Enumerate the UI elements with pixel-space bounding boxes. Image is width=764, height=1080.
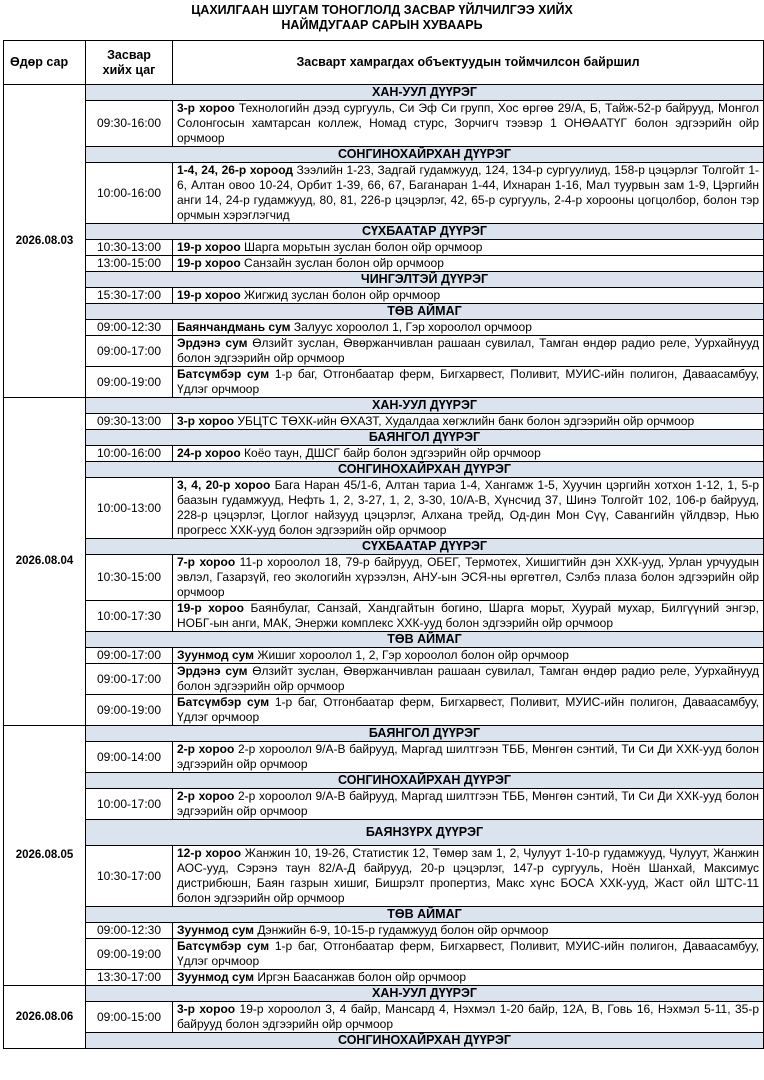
location-key: 19-р хороо	[177, 288, 241, 302]
location-cell	[173, 648, 764, 664]
time-cell: 13:30-17:00	[86, 970, 173, 986]
location-key: Эрдэнэ сум	[177, 664, 248, 678]
location-text: Жишиг хороолол 1, 2, Гэр хороолол болон ойр орчмоор	[254, 648, 569, 662]
schedule-row	[4, 664, 764, 695]
schedule-row	[4, 648, 764, 664]
location-cell	[173, 695, 764, 726]
time-cell: 09:00-12:30	[86, 320, 173, 336]
district-row	[4, 272, 764, 288]
time-cell: 10:00-13:00	[86, 478, 173, 539]
schedule-row	[4, 256, 764, 272]
location-text: Иргэн Баасанжав болон ойр орчмоор	[254, 970, 467, 984]
schedule-row	[4, 742, 764, 773]
district-row	[4, 539, 764, 555]
location-key: 19-р хороо	[177, 256, 241, 270]
header-time-line-2: хийх цаг	[102, 62, 156, 77]
location-cell	[173, 601, 764, 632]
location-cell	[173, 789, 764, 820]
schedule-row	[4, 320, 764, 336]
location-text: 1-р баг, Отгонбаатар ферм, Бигхарвест, Поливит, МУИС-ийн полигон, Даваасамбуу, Үдлэг орчмоор	[177, 367, 759, 396]
location-cell	[173, 478, 764, 539]
schedule-row	[4, 240, 764, 256]
schedule-body	[4, 85, 764, 1049]
header-time	[86, 41, 173, 85]
location-key: Эрдэнэ сум	[177, 336, 248, 350]
location-cell	[173, 240, 764, 256]
location-cell	[173, 664, 764, 695]
location-text: Санзайн зуслан болон ойр орчмоор	[240, 256, 444, 270]
district-heading: СҮХБААТАР ДҮҮРЭГ	[86, 539, 764, 555]
time-cell: 15:30-17:00	[86, 288, 173, 304]
header-row	[4, 41, 764, 85]
location-text: Өлзийт зуслан, Өвөржанчивлан рашаан сувилал, Тамган өндөр радио реле, Уурхайнууд болон эдгээрийн ойр орчмоор	[177, 336, 760, 365]
date-cell: 2026.08.05	[4, 726, 86, 986]
district-row	[4, 986, 764, 1002]
location-text: Баянбулаг, Санзай, Хандгайтын богино, Шарга морьт, Хуурай мухар, Билгүүний энгэр, НОБГ-ын анги, МАК, Энержи комплекс ХХК-ууд болон эдгээрийн ойр орчмоор	[177, 601, 759, 630]
schedule-row	[4, 939, 764, 970]
date-cell: 2026.08.06	[4, 986, 86, 1049]
location-text: Технологийн дээд сургууль, Си Эф Си групп, Хос өргөө 29/А, Б, Тайж-52-р байрууд, Монгол Солонгосын хамтарсан коллеж, Номад стурс, Зорчигч тээвэр 1 ОНӨААТҮГ болон эдгээрийн ойр орчмоор	[177, 101, 759, 145]
location-text: 19-р хороолол 3, 4 байр, Мансард 4, Нэхмэл 1-20 байр, 12А, В, Говь 16, Нэхмэл 5-11, 35-р байрууд болон эдгээрийн ойр орчмоор	[177, 1002, 760, 1031]
location-key: 3-р хороо	[177, 1002, 236, 1016]
header-location: Засварт хамрагдах объектуудын тоймчилсон байршил	[173, 41, 764, 85]
district-row	[4, 304, 764, 320]
district-row	[4, 820, 764, 846]
time-cell: 09:00-14:00	[86, 742, 173, 773]
time-cell: 10:00-17:30	[86, 601, 173, 632]
location-text: Шарга морьтын зуслан болон ойр орчмоор	[240, 240, 483, 254]
district-heading: БАЯНЗҮРХ ДҮҮРЭГ	[86, 820, 764, 846]
district-row	[4, 398, 764, 414]
district-heading: ТӨВ АЙМАГ	[86, 907, 764, 923]
location-key: Зуунмод сум	[177, 923, 255, 937]
header-time-line-1: Засвар	[107, 47, 151, 62]
district-row	[4, 430, 764, 446]
district-heading: ХАН-УУЛ ДҮҮРЭГ	[86, 85, 764, 101]
district-heading: СОНГИНОХАЙРХАН ДҮҮРЭГ	[86, 1033, 764, 1049]
district-row	[4, 147, 764, 163]
district-heading: ТӨВ АЙМАГ	[86, 632, 764, 648]
schedule-row	[4, 846, 764, 907]
location-key: 19-р хороо	[177, 240, 241, 254]
location-text: Дэнжийн 6-9, 10-15-р гудамжууд болон ойр орчмоор	[254, 923, 549, 937]
location-cell	[173, 446, 764, 462]
schedule-row	[4, 1002, 764, 1033]
time-cell: 10:30-15:00	[86, 555, 173, 601]
schedule-row	[4, 163, 764, 224]
district-heading: ХАН-УУЛ ДҮҮРЭГ	[86, 398, 764, 414]
district-row	[4, 726, 764, 742]
time-cell: 10:00-16:00	[86, 446, 173, 462]
location-key: 19-р хороо	[177, 601, 244, 615]
header-date: Өдөр сар	[4, 41, 86, 85]
time-cell: 09:30-13:00	[86, 414, 173, 430]
schedule-row	[4, 336, 764, 367]
location-key: Баянчандмань сум	[177, 320, 291, 334]
location-cell	[173, 939, 764, 970]
location-cell	[173, 414, 764, 430]
schedule-row	[4, 367, 764, 398]
schedule-row	[4, 446, 764, 462]
time-cell: 10:30-13:00	[86, 240, 173, 256]
time-cell: 09:00-12:30	[86, 923, 173, 939]
district-row	[4, 773, 764, 789]
district-heading: ХАН-УУЛ ДҮҮРЭГ	[86, 986, 764, 1002]
location-cell	[173, 320, 764, 336]
schedule-table	[3, 40, 764, 1049]
location-cell	[173, 367, 764, 398]
time-cell: 09:00-15:00	[86, 1002, 173, 1033]
district-heading: СОНГИНОХАЙРХАН ДҮҮРЭГ	[86, 462, 764, 478]
district-heading: СОНГИНОХАЙРХАН ДҮҮРЭГ	[86, 147, 764, 163]
location-cell	[173, 923, 764, 939]
location-cell	[173, 256, 764, 272]
schedule-row	[4, 288, 764, 304]
location-key: 24-р хороо	[177, 446, 241, 460]
location-text: 1-р баг, Отгонбаатар ферм, Бигхарвест, Поливит, МУИС-ийн полигон, Даваасамбуу, Үдлэг орчмоор	[177, 695, 759, 724]
location-cell	[173, 846, 764, 907]
time-cell: 09:30-16:00	[86, 101, 173, 147]
district-heading: ТӨВ АЙМАГ	[86, 304, 764, 320]
district-row	[4, 224, 764, 240]
location-key: 2-р хороо	[177, 789, 235, 803]
time-cell: 10:00-16:00	[86, 163, 173, 224]
time-cell: 10:30-17:00	[86, 846, 173, 907]
district-row	[4, 632, 764, 648]
location-key: Зуунмод сум	[177, 970, 255, 984]
location-key: 1-4, 24, 26-р хороод	[177, 163, 294, 177]
title-line-1: ЦАХИЛГААН ШУГАМ ТОНОГЛОЛД ЗАСВАР ҮЙЛЧИЛГЭЭ ХИЙХ	[191, 3, 573, 17]
location-text: Жигжид зуслан болон ойр орчмоор	[240, 288, 441, 302]
location-key: Зуунмод сум	[177, 648, 255, 662]
location-key: 12-р хороо	[177, 846, 242, 860]
location-text: 1-р баг, Отгонбаатар ферм, Бигхарвест, Поливит, МУИС-ийн полигон, Даваасамбуу, Үдлэг орчмоор	[177, 939, 759, 968]
schedule-row	[4, 414, 764, 430]
schedule-row	[4, 695, 764, 726]
time-cell: 09:00-19:00	[86, 367, 173, 398]
location-text: Залуус хороолол 1, Гэр хороолол орчмоор	[290, 320, 532, 334]
location-cell	[173, 101, 764, 147]
schedule-row	[4, 923, 764, 939]
location-text: Зээлийн 1-23, Задгай гудамжууд, 124, 134-р сургуулиуд, 158-р цэцэрлэг Толгойт 1-6, Алтан овоо 10-24, Орбит 1-39, 66, 67, Баганарaн 1-44, Ихнаран 1-16, Мал туурвын зам 1-9, Цэргийн анги 14, 24-р гудамжууд, 80, 81, 226-р цэцэрлэг, 42, 65-р сургууль, 2-4-р хорооны цогцолбор, болон тэр орчмын хэрэглэгчид	[177, 163, 759, 222]
location-cell	[173, 1002, 764, 1033]
location-cell	[173, 742, 764, 773]
location-key: 3-р хороо	[177, 414, 235, 428]
location-cell	[173, 336, 764, 367]
district-heading: БАЯНГОЛ ДҮҮРЭГ	[86, 726, 764, 742]
schedule-row	[4, 601, 764, 632]
district-heading: БАЯНГОЛ ДҮҮРЭГ	[86, 430, 764, 446]
date-cell: 2026.08.03	[4, 85, 86, 398]
district-heading: СҮХБААТАР ДҮҮРЭГ	[86, 224, 764, 240]
schedule-row	[4, 101, 764, 147]
time-cell: 09:00-19:00	[86, 939, 173, 970]
document-title	[0, 3, 764, 33]
schedule-row	[4, 555, 764, 601]
location-key: Батсүмбэр сум	[177, 695, 270, 709]
location-key: 7-р хороо	[177, 555, 236, 569]
schedule-row	[4, 789, 764, 820]
location-key: Батсүмбэр сум	[177, 939, 270, 953]
time-cell: 09:00-17:00	[86, 336, 173, 367]
district-row	[4, 907, 764, 923]
schedule-row	[4, 478, 764, 539]
title-line-2: НАЙМДУГААР САРЫН ХУВААРЬ	[281, 18, 483, 32]
district-row	[4, 462, 764, 478]
district-row	[4, 85, 764, 101]
location-key: 3, 4, 20-р хороо	[177, 478, 271, 492]
schedule-row	[4, 970, 764, 986]
time-cell: 13:00-15:00	[86, 256, 173, 272]
location-cell	[173, 970, 764, 986]
district-row	[4, 1033, 764, 1049]
location-key: 3-р хороо	[177, 101, 235, 115]
location-text: 11-р хороолол 18, 79-р байрууд, ОБЕГ, Термотех, Хишигтийн дэн ХХК-ууд, Урлан урчуудын эвлэл, Газарзүй, гео экологийн хүрээлэн, АНУ-ын ЭСЯ-ны өргөтгөл, Сэлбэ плаза болон эдгээрийн ойр орчмоор	[177, 555, 760, 599]
district-heading: ЧИНГЭЛТЭЙ ДҮҮРЭГ	[86, 272, 764, 288]
district-heading: СОНГИНОХАЙРХАН ДҮҮРЭГ	[86, 773, 764, 789]
location-text: 2-р хороолол 9/А-В байрууд, Маргад шилтгээн ТББ, Мөнгөн сэнтий, Ти Си Ди ХХК-ууд болон эдгээрийн ойр орчмоор	[177, 742, 759, 771]
location-cell	[173, 555, 764, 601]
location-text: 2-р хороолол 9/А-В байрууд, Маргад шилтгээн ТББ, Мөнгөн сэнтий, Ти Си Ди ХХК-ууд болон эдгээрийн ойр орчмоор	[177, 789, 759, 818]
time-cell: 09:00-17:00	[86, 648, 173, 664]
time-cell: 09:00-17:00	[86, 664, 173, 695]
location-text: Бага Наран 45/1-6, Алтан тариа 1-4, Хангамж 1-5, Хуучин цэргийн хотхон 1-12, 1, 5-р баазын гудамжууд, Нефть 1, 2, 3-27, 1, 2, 3-30, 10/А-В, Хүнсчид 37, Шинэ Толгойт 102, 106-р байрууд, 228-р цэцэрлэг, Цоглог найзууд цэцэрлэг, Алхана трейд, Од-дин Мон Сүү, Савангийн үйлдвэр, Нью прогресс ХХК-ууд болон эдгээрийн ойр орчмоор	[177, 478, 759, 537]
location-text: Коёо таун, ДШСГ байр болон эдгээрийн ойр орчмоор	[240, 446, 541, 460]
location-key: Батсүмбэр сум	[177, 367, 270, 381]
time-cell: 09:00-19:00	[86, 695, 173, 726]
location-cell	[173, 288, 764, 304]
location-cell	[173, 163, 764, 224]
location-key: 2-р хороо	[177, 742, 235, 756]
location-text: УБЦТС ТӨХК-ийн ӨХАЗТ, Худалдаа хөгжлийн банк болон эдгээрийн ойр орчмоор	[234, 414, 695, 428]
time-cell: 10:00-17:00	[86, 789, 173, 820]
date-cell: 2026.08.04	[4, 398, 86, 726]
location-text: Өлзийт зуслан, Өвөржанчивлан рашаан сувилал, Тамган өндөр радио реле, Уурхайнууд болон эдгээрийн ойр орчмоор	[177, 664, 760, 693]
location-text: Жанжин 10, 19-26, Статистик 12, Төмөр зам 1, 2, Чулуут 1-10-р гудамжууд, Чулуут, Жанжин АОС-ууд, Сэрэнэ таун 82/А-Д байрууд, 20-р цэцэрлэг, 147-р сургууль, Ноён Шанхай, Максимус дистрибюшн, Баян газрын хишиг, Бишрэлт пропертиз, Макс хүнс БОСА ХХК-ууд, Жаст ойл ШТС-11 болон эдгээрийн ойр орчмоор	[177, 846, 760, 905]
